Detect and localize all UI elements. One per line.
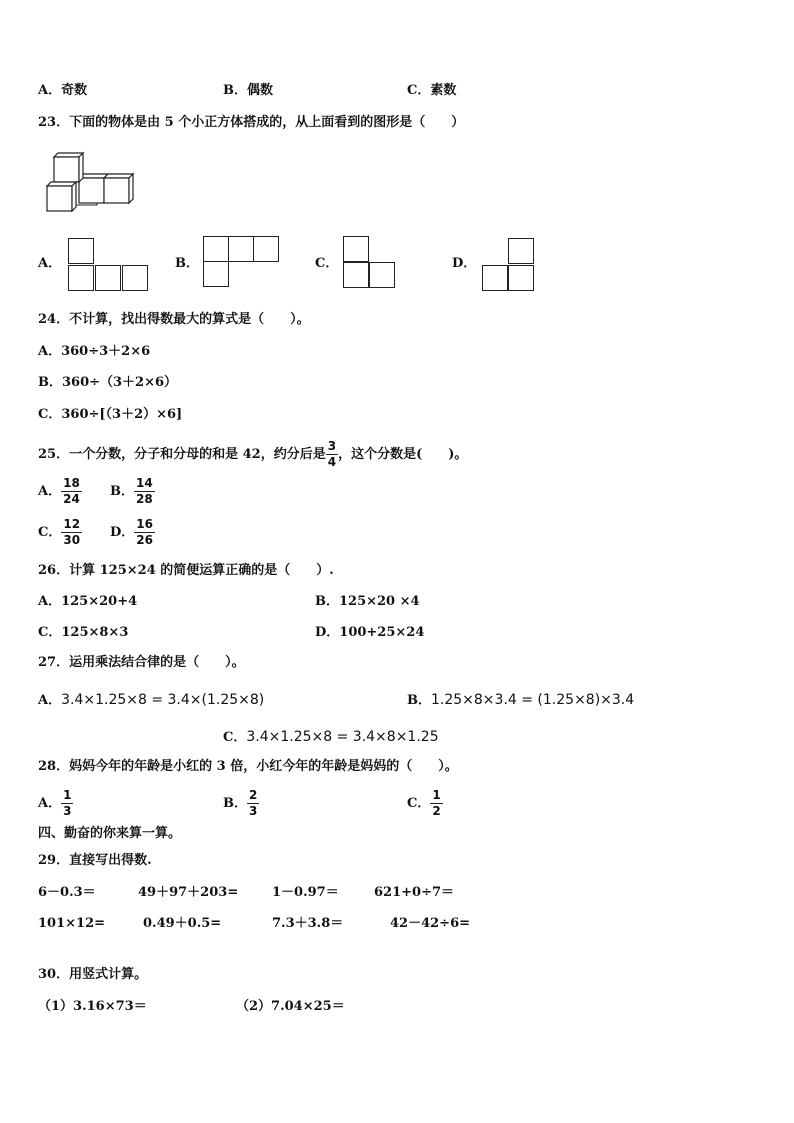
q24-option-c[interactable]: C．360÷[（3＋2）×6]: [38, 407, 183, 422]
q29-item: 0.49＋0.5=: [143, 916, 222, 931]
q25-stem: [38, 440, 467, 469]
q25-stem-post: ，这个分数是( )。: [338, 447, 468, 462]
q28-option-a[interactable]: [38, 787, 73, 821]
q28-stem: 28．妈妈今年的年龄是小红的 3 倍，小红今年的年龄是妈妈的（ ）。: [38, 759, 458, 774]
q23-option-c[interactable]: C．: [315, 256, 339, 271]
q26-stem: 26．计算 125×24 的简便运算正确的是（ ）.: [38, 563, 334, 578]
fraction-numerator: 1: [63, 788, 72, 802]
q26-option-b[interactable]: B．125×20 ×4: [315, 594, 420, 609]
q29-item: 621+0÷7＝: [374, 885, 455, 900]
fraction-numerator: 3: [327, 439, 337, 453]
q23-figure-a: [68, 238, 152, 294]
q23-figure-d: [482, 238, 538, 294]
q23-option-b[interactable]: B．: [175, 256, 199, 271]
q25-option-a[interactable]: [38, 477, 82, 507]
option-label: B．: [110, 484, 134, 499]
q24-option-a[interactable]: A．360÷3＋2×6: [38, 344, 151, 359]
q29-item: 101×12=: [38, 916, 106, 931]
option-fraction: [430, 789, 442, 818]
q26-option-c[interactable]: C．125×8×3: [38, 625, 129, 640]
q29-stem: 29．直接写出得数.: [38, 853, 152, 868]
q29-item: 1－0.97＝: [272, 885, 339, 900]
option-label: C．: [407, 796, 431, 811]
q23-option-d[interactable]: D．: [452, 256, 477, 271]
q26-option-d[interactable]: D．100+25×24: [315, 625, 425, 640]
q22-option-c[interactable]: C．素数: [407, 83, 457, 98]
q22-option-a[interactable]: A．奇数: [38, 83, 88, 98]
q28-option-c[interactable]: [407, 787, 443, 821]
q25-option-d[interactable]: [110, 518, 155, 548]
q23-stem: 23．下面的物体是由 5 个小正方体搭成的，从上面看到的图形是（ ）: [38, 115, 465, 130]
q27-option-a[interactable]: [38, 690, 264, 711]
q25-stem-pre: 25．一个分数，分子和分母的和是 42，约分后是: [38, 447, 326, 462]
q30-item-2: （2）7.04×25＝: [236, 999, 345, 1014]
fraction-denominator: 3: [63, 804, 72, 818]
q23-figure-c: [343, 236, 399, 292]
section-4-title: 四、勤奋的你来算一算。: [38, 826, 182, 841]
q25-stem-fraction: [326, 440, 338, 469]
option-label: A．: [38, 796, 62, 811]
q27-stem: 27．运用乘法结合律的是（ ）。: [38, 655, 245, 670]
option-fraction: [61, 789, 73, 818]
fraction-numerator: 18: [63, 476, 80, 490]
q28-option-b[interactable]: [223, 787, 259, 821]
option-label: A．: [38, 484, 62, 499]
option-label: A．: [38, 693, 62, 708]
option-fraction: [61, 477, 82, 506]
q22-option-b[interactable]: B．偶数: [223, 83, 273, 98]
fraction-numerator: 2: [249, 788, 258, 802]
fraction-denominator: 3: [249, 804, 258, 818]
q29-item: 49＋97＋203=: [138, 885, 239, 900]
q25-option-c[interactable]: [38, 518, 82, 548]
fraction-denominator: 2: [432, 804, 441, 818]
option-label: B．: [407, 693, 431, 708]
fraction-numerator: 1: [432, 788, 441, 802]
fraction-denominator: 4: [327, 455, 337, 469]
option-fraction: [134, 518, 155, 547]
option-label: C．: [38, 525, 62, 540]
q29-item: 7.3＋3.8＝: [272, 916, 344, 931]
q27-option-b[interactable]: [407, 690, 634, 711]
option-label: B．: [223, 796, 247, 811]
option-expression: 3.4×1.25×8 = 3.4×(1.25×8): [61, 692, 265, 708]
option-expression: 1.25×8×3.4 = (1.25×8)×3.4: [431, 692, 635, 708]
fraction-denominator: 24: [63, 492, 80, 506]
q29-item: 6－0.3＝: [38, 885, 96, 900]
q26-option-a[interactable]: A．125×20+4: [38, 594, 138, 609]
option-fraction: [247, 789, 259, 818]
option-label: C．: [223, 730, 247, 745]
option-label: D．: [110, 525, 135, 540]
fraction-denominator: 30: [63, 533, 81, 547]
q30-stem: 30．用竖式计算。: [38, 967, 148, 982]
q23-option-a[interactable]: A．: [38, 256, 62, 271]
fraction-numerator: 14: [136, 476, 153, 490]
q24-stem: 24．不计算，找出得数最大的算式是（ ）。: [38, 312, 310, 327]
cube-stack-figure: [44, 148, 140, 216]
q25-option-b[interactable]: [110, 477, 155, 507]
option-fraction: [61, 518, 82, 547]
q23-figure-b: [203, 236, 287, 292]
fraction-numerator: 16: [136, 517, 153, 531]
fraction-denominator: 26: [136, 533, 153, 547]
q30-item-1: （1）3.16×73＝: [38, 999, 147, 1014]
q29-item: 42－42÷6=: [390, 916, 471, 931]
q27-option-c[interactable]: [223, 727, 439, 748]
option-expression: 3.4×1.25×8 = 3.4×8×1.25: [246, 729, 439, 745]
option-fraction: [134, 477, 155, 506]
fraction-numerator: 12: [63, 517, 81, 531]
q24-option-b[interactable]: B．360÷（3＋2×6）: [38, 375, 178, 390]
fraction-denominator: 28: [136, 492, 153, 506]
